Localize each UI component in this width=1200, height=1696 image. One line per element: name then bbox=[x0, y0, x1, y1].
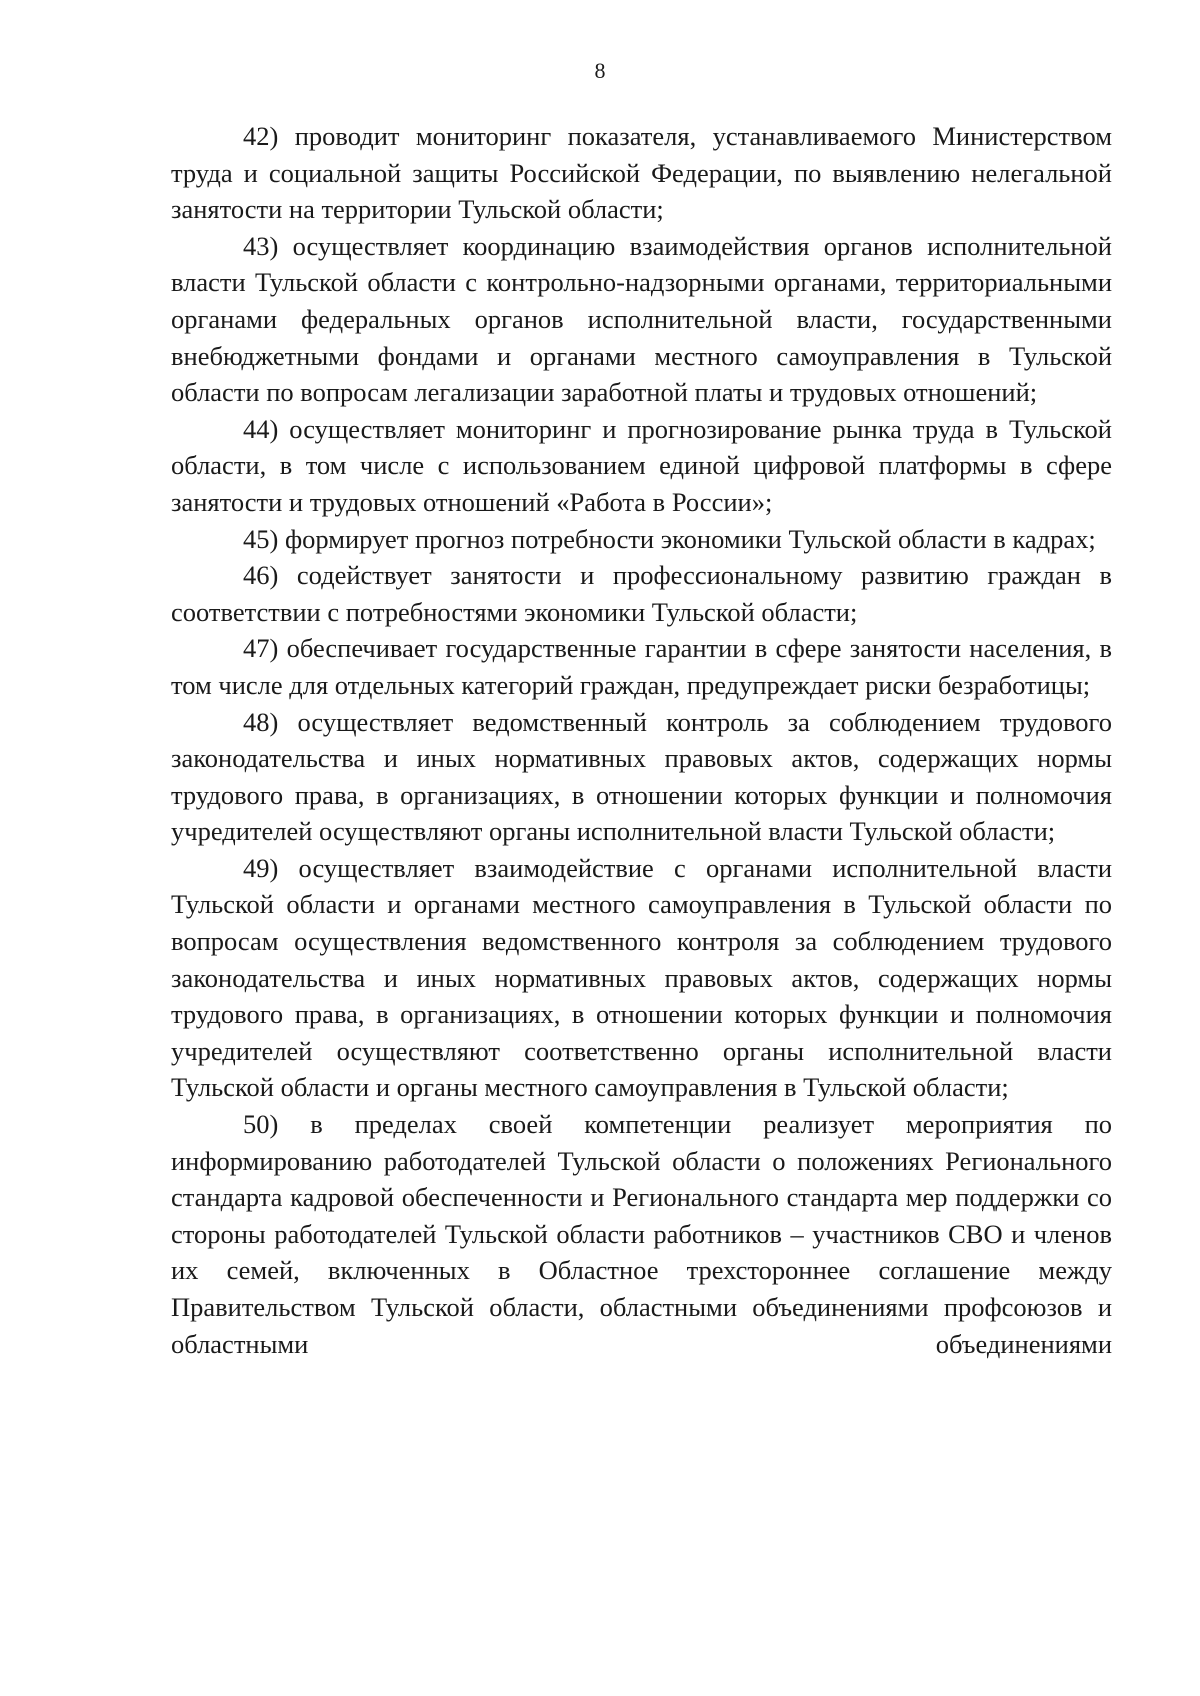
page-number: 8 bbox=[594, 58, 606, 83]
paragraph-item-48: 48) осуществляет ведомственный контроль за соблюдением трудового законодательства и иных нормативных правовых актов, содержащих нормы трудового права, в организациях, в отношении которых функции и полномочия учредителей осуществляют органы исполнительной власти Тульской области; bbox=[171, 706, 1112, 847]
paragraph-item-44: 44) осуществляет мониторинг и прогнозирование рынка труда в Тульской области, в том числе с использованием единой цифровой платформы в сфере занятости и трудовых отношений «Работа в России»; bbox=[171, 413, 1112, 517]
paragraph-item-49: 49) осуществляет взаимодействие с органами исполнительной власти Тульской области и органами местного самоуправления в Тульской области по вопросам осуществления ведомственного контроля за соблюдением трудового законодательства и иных нормативных правовых актов, содержащих нормы трудового права, в организациях, в отношении которых функции и полномочия учредителей осуществляют соответственно органы исполнительной власти Тульской области и органы местного самоуправления в Тульской области; bbox=[171, 852, 1112, 1103]
paragraph-item-47: 47) обеспечивает государственные гарантии в сфере занятости населения, в том числе для отдельных категорий граждан, предупреждает риски безработицы; bbox=[171, 633, 1112, 700]
paragraph-item-50: 50) в пределах своей компетенции реализует мероприятия по информированию работодателей Тульской области о положениях Регионального стандарта кадровой обеспеченности и Регионального стандарта мер поддержки со стороны работодателей Тульской области работников – участников СВО и членов их семей, включенных в Областное трехстороннее соглашение между Правительством Тульской области, областными объединениями профсоюзов и областными объединениями bbox=[171, 1109, 1112, 1359]
paragraph-item-43: 43) осуществляет координацию взаимодействия органов исполнительной власти Тульской области с контрольно-надзорными органами, территориальными органами федеральных органов исполнительной власти, государственными внебюджетными фондами и органами местного самоуправления в Тульской области по вопросам легализации заработной платы и трудовых отношений; bbox=[171, 230, 1112, 408]
paragraph-item-46: 46) содействует занятости и профессиональному развитию граждан в соответствии с потребностями экономики Тульской области; bbox=[171, 560, 1112, 627]
paragraph-item-42: 42) проводит мониторинг показателя, устанавливаемого Министерством труда и социальной защиты Российской Федерации, по выявлению нелегальной занятости на территории Тульской области; bbox=[171, 121, 1112, 225]
paragraph-item-45: 45) формирует прогноз потребности экономики Тульской области в кадрах; bbox=[243, 523, 1096, 554]
document-body bbox=[171, 118, 1112, 1362]
